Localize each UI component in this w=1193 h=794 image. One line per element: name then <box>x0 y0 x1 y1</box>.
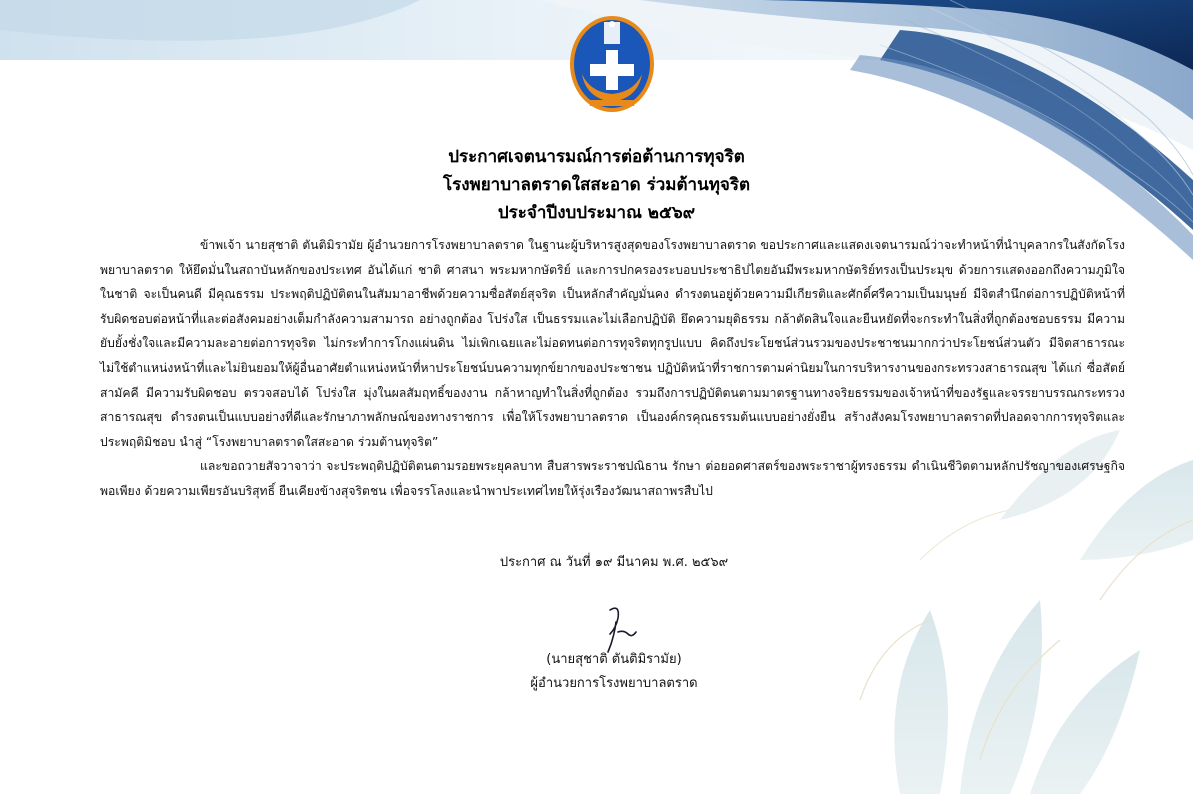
signer-position: ผู้อำนวยการโรงพยาบาลตราด <box>530 676 698 691</box>
document-title <box>0 143 1193 227</box>
paragraph-2: และขอถวายสัจวาจาว่า จะประพฤติปฏิบัติตนตามรอยพระยุคลบาท สืบสารพระราชปณิธาน รักษา ต่อยอดศาสตร์ของพระราชาผู้ทรงธรรม ดำเนินชีวิตตามหลักปรัชญาของเศรษฐกิจพอเพียง ด้วยความเพียรอันบริสุทธิ์ ยืนเคียงข้างสุจริตชน เพื่อจรรโลงและนำพาประเทศไทยให้รุ่งเรืองวัฒนาสถาพรสืบไป <box>100 459 1125 498</box>
signer-name: (นายสุชาติ ตันติมิรามัย) <box>546 652 682 667</box>
declaration-body <box>100 233 1125 504</box>
announcement-date: ประกาศ ณ วันที่ ๑๙ มีนาคม พ.ศ. ๒๕๖๙ <box>499 555 729 570</box>
paragraph-1: ข้าพเจ้า นายสุชาติ ตันติมิรามัย ผู้อำนวยการโรงพยาบาลตราด ในฐานะผู้บริหารสูงสุดของโรงพยาบาลตราด ขอประกาศและแสดงเจตนารมณ์ว่าจะทำหน้าที่นำบุคลากรในสังกัดโรงพยาบาลตราด ให้ยึดมั่นในสถาบันหลักของประเทศ อันได้แก่ ชาติ ศาสนา พระมหากษัตริย์ และการปกครองระบอบประชาธิปไตยอันมีพระมหากษัตริย์ทรงเป็นประมุข ด้วยการแสดงออกถึงความภูมิใจในชาติ จะเป็นคนดี มีคุณธรรม ประพฤติปฏิบัติตนในสัมมาอาชีพด้วยความซื่อสัตย์สุจริต เป็นหลักสำคัญมั่นคง ดำรงตนอยู่ด้วยความมีเกียรติและศักดิ์ศรีความเป็นมนุษย์ มีจิตสำนึกต่อการปฏิบัติหน้าที่ รับผิดชอบต่อหน้าที่และต่อสังคมอย่างเต็มกำลังความสามารถ อย่างถูกต้อง โปร่งใส เป็นธรรมและไม่เลือกปฏิบัติ ยึดความยุติธรรม กล้าตัดสินใจและยืนหยัดที่จะกระทำในสิ่งที่ถูกต้องชอบธรรม มีความยับยั้งชั่งใจและมีความละอายต่อการทุจริต ไม่กระทำการโกงแผ่นดิน ไม่เพิกเฉยและไม่อดทนต่อการทุจริตทุกรูปแบบ คิดถึงประโยชน์ส่วนรวมของประชาชนมากกว่าประโยชน์ส่วนตัว มีจิตสาธารณะ ไม่ใช้ตำแหน่งหน้าที่และไม่ยินยอมให้ผู้อื่นอาศัยตำแหน่งหน้าที่หาประโยชน์บนความทุกข์ยากของประชาชน ปฏิบัติหน้าที่ราชการตามค่านิยมในการบริหารงานของกระทรวงสาธารณสุข ได้แก่ ซื่อสัตย์ สามัคคี มีความรับผิดชอบ ตรวจสอบได้ โปร่งใส มุ่งในผลสัมฤทธิ์ของงาน กล้าหาญทำในสิ่งที่ถูกต้อง รวมถึงการปฏิบัติตนตามมาตรฐานทางจริยธรรมของเจ้าหน้าที่ของรัฐและจรรยาบรรณกระทรวงสาธารณสุข ดำรงตนเป็นแบบอย่างที่ดีและรักษาภาพลักษณ์ของทางราชการ เพื่อให้โรงพยาบาลตราด เป็นองค์กรคุณธรรมต้นแบบอย่างยั่งยืน สร้างสังคมโรงพยาบาลตราดที่ปลอดจากการทุจริตและประพฤติมิชอบ นำสู่ “โรงพยาบาลตราดใสสะอาด ร่วมต้านทุจริต” <box>100 238 1125 449</box>
title-line-2: โรงพยาบาลตราดใสสะอาด ร่วมต้านทุจริต <box>442 175 751 195</box>
title-line-1: ประกาศเจตนารมณ์การต่อต้านการทุจริต <box>448 147 745 167</box>
title-line-3: ประจำปีงบประมาณ ๒๕๖๙ <box>497 203 696 223</box>
